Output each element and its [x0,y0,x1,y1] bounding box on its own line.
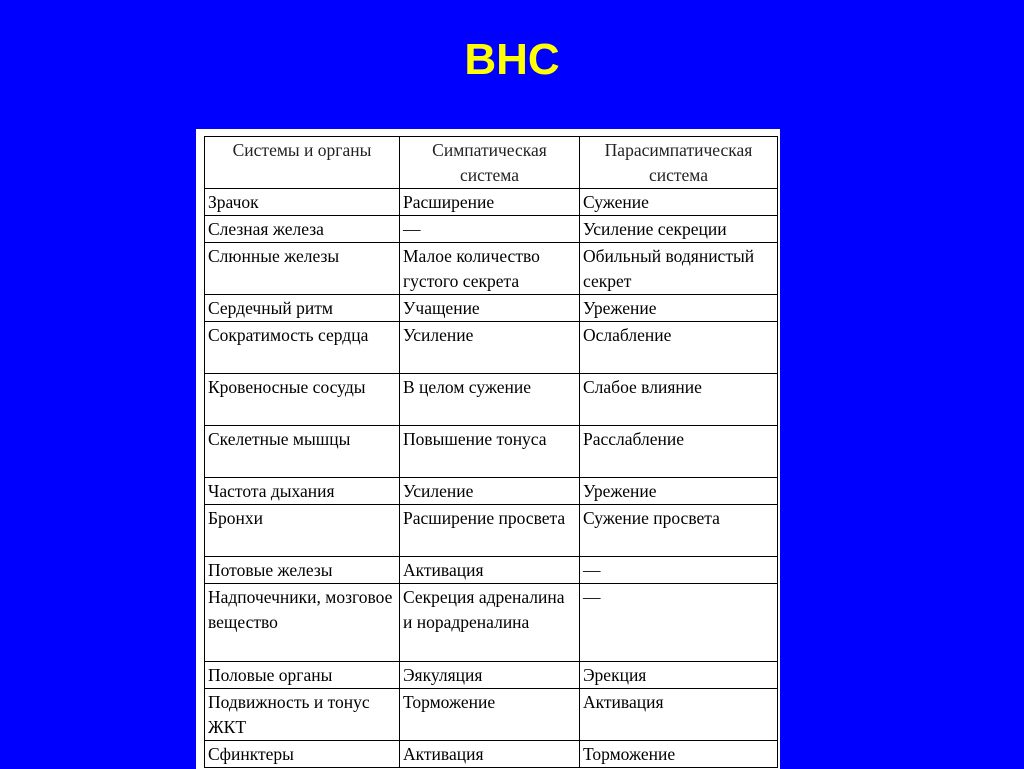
table-row [205,243,778,295]
table-row [205,689,778,741]
table-row [205,557,778,584]
cell-sympathetic: В целом сужение [400,374,580,426]
cell-sympathetic: Активация [400,741,580,768]
cell-parasympathetic: Активация [580,689,778,741]
cell-parasympathetic: — [580,584,778,662]
table-row [205,295,778,322]
cell-sympathetic: Секреция адреналина и норадреналина [400,584,580,662]
cell-sympathetic: Эякуляция [400,662,580,689]
cell-parasympathetic: Слабое влияние [580,374,778,426]
cell-parasympathetic: Сужение [580,189,778,216]
cell-sympathetic: Расширение [400,189,580,216]
cell-organ: Половые органы [205,662,400,689]
cell-organ: Сердечный ритм [205,295,400,322]
table-row [205,216,778,243]
table-row [205,478,778,505]
cell-sympathetic: — [400,216,580,243]
cell-parasympathetic: Усиление секреции [580,216,778,243]
cell-sympathetic: Активация [400,557,580,584]
cell-organ: Зрачок [205,189,400,216]
cell-sympathetic: Усиление [400,478,580,505]
header-parasympathetic: Парасимпатическая система [580,137,778,189]
table-row [205,584,778,662]
cell-organ: Частота дыхания [205,478,400,505]
table-row [205,426,778,478]
cell-organ: Бронхи [205,505,400,557]
cell-sympathetic: Расширение просвета [400,505,580,557]
cell-parasympathetic: Урежение [580,295,778,322]
cell-sympathetic: Повышение тонуса [400,426,580,478]
table-row [205,741,778,768]
cell-organ: Слюнные железы [205,243,400,295]
cell-organ: Сократимость сердца [205,322,400,374]
cell-sympathetic: Учащение [400,295,580,322]
cell-parasympathetic: Урежение [580,478,778,505]
cell-sympathetic: Торможение [400,689,580,741]
ans-effects-table [204,136,778,768]
table-row [205,189,778,216]
cell-organ: Слезная железа [205,216,400,243]
slide-title: ВНС [464,35,560,84]
cell-parasympathetic: — [580,557,778,584]
table-container [196,129,780,769]
cell-organ: Надпочечники, мозговое вещество [205,584,400,662]
cell-organ: Подвижность и тонус ЖКТ [205,689,400,741]
header-systems-organs: Системы и органы [205,137,400,189]
table-header-row [205,137,778,189]
table-row [205,505,778,557]
cell-organ: Кровеносные сосуды [205,374,400,426]
table-row [205,322,778,374]
cell-parasympathetic: Расслабление [580,426,778,478]
cell-parasympathetic: Торможение [580,741,778,768]
header-sympathetic: Симпатическая система [400,137,580,189]
cell-organ: Скелетные мышцы [205,426,400,478]
cell-organ: Сфинктеры [205,741,400,768]
cell-organ: Потовые железы [205,557,400,584]
cell-parasympathetic: Ослабление [580,322,778,374]
table-row [205,662,778,689]
cell-sympathetic: Усиление [400,322,580,374]
cell-sympathetic: Малое количество густого секрета [400,243,580,295]
table-row [205,374,778,426]
cell-parasympathetic: Эрекция [580,662,778,689]
cell-parasympathetic: Обильный водянистый секрет [580,243,778,295]
cell-parasympathetic: Сужение просвета [580,505,778,557]
